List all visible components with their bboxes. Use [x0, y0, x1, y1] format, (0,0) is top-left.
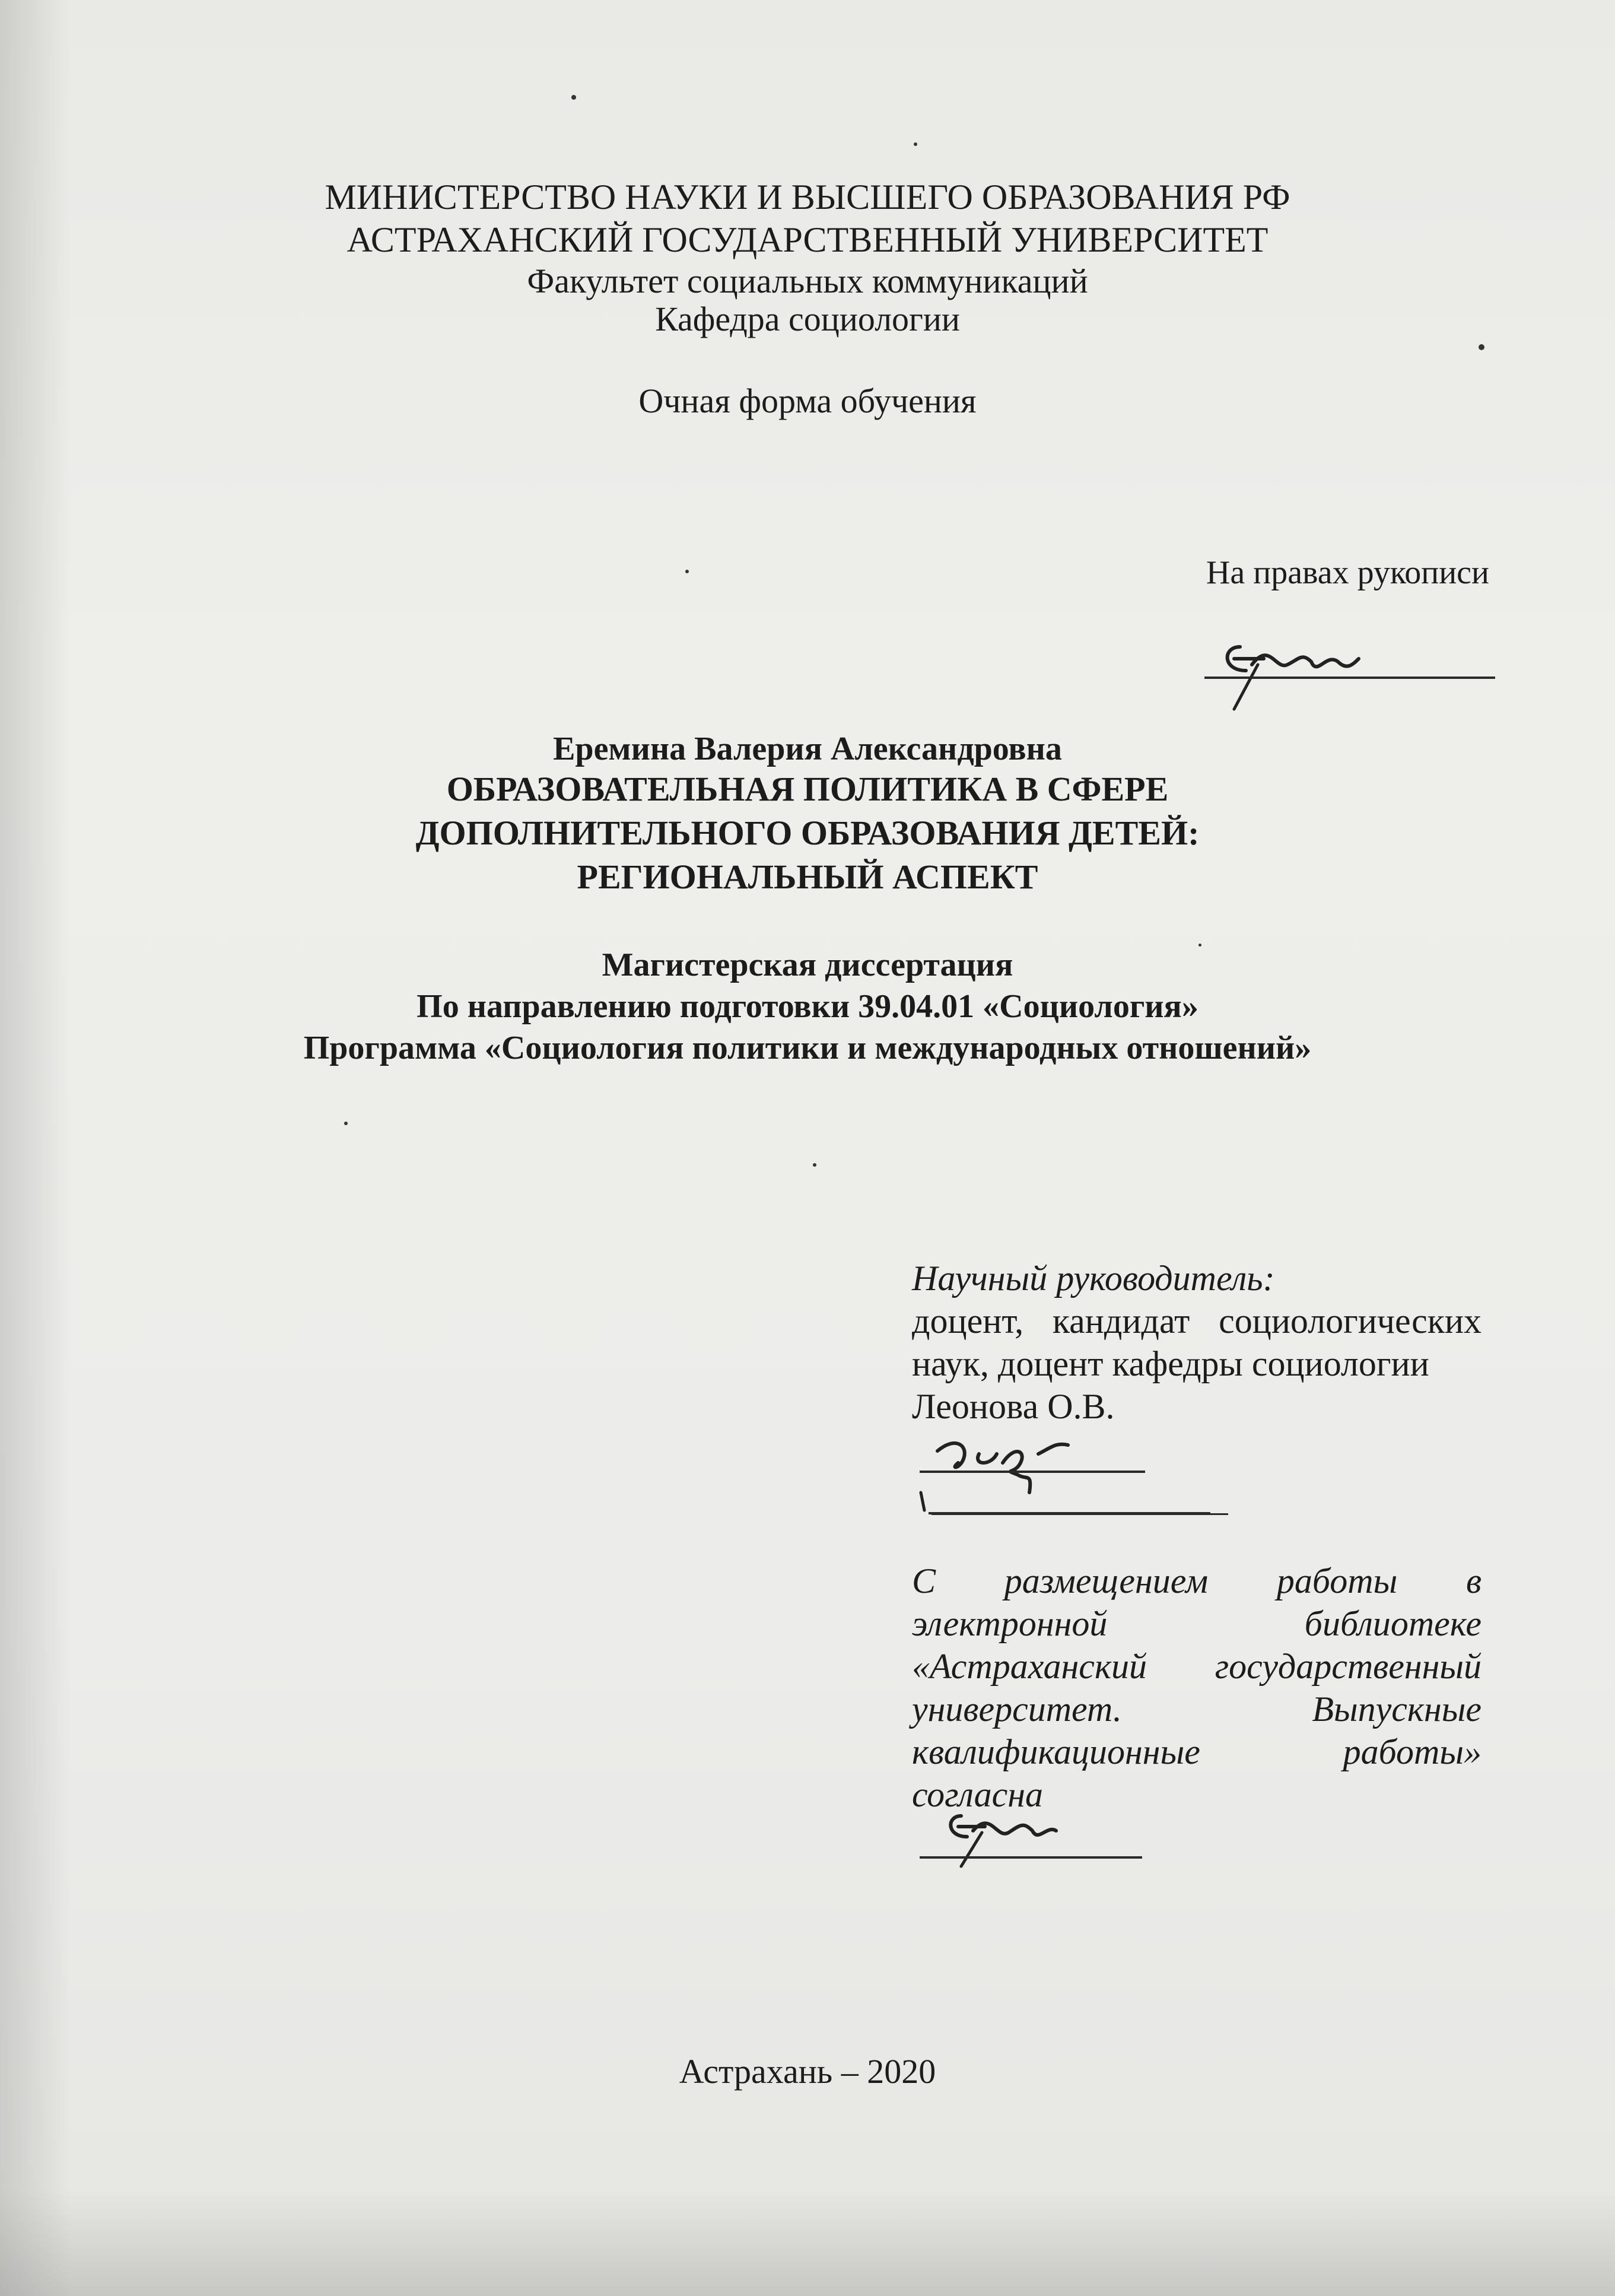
dust-speck — [344, 1122, 348, 1125]
title-line-2: ДОПОЛНИТЕЛЬНОГО ОБРАЗОВАНИЯ ДЕТЕЙ: — [415, 814, 1200, 852]
dust-speck — [571, 95, 576, 100]
city-year: Астрахань – 2020 — [679, 2052, 936, 2091]
supervisor-block — [912, 1257, 1482, 1428]
faculty-line: Факультет социальных коммуникаций — [527, 262, 1088, 300]
consent-signature — [914, 1798, 1151, 1872]
work-program: Программа «Социология политики и международных отношений» — [303, 1030, 1312, 1066]
consent-line-6: согласна — [912, 1775, 1044, 1814]
supervisor-line-2: наук, доцент кафедры социологии — [912, 1344, 1429, 1383]
study-form-line: Очная форма обучения — [638, 382, 977, 420]
work-type: Магистерская диссертация — [602, 947, 1013, 983]
consent-block — [912, 1560, 1482, 1816]
dust-speck — [685, 570, 689, 573]
rights-note: На правах рукописи — [1206, 554, 1489, 591]
supervisor-date-line — [932, 1513, 1228, 1515]
page-shadow-bottom — [0, 2189, 1615, 2296]
dust-speck — [1198, 944, 1201, 947]
title-line-3: РЕГИОНАЛЬНЫЙ АСПЕКТ — [577, 858, 1038, 896]
university-line: АСТРАХАНСКИЙ ГОСУДАРСТВЕННЫЙ УНИВЕРСИТЕТ — [346, 220, 1269, 259]
dust-speck — [813, 1163, 816, 1167]
author-name: Еремина Валерия Александровна — [553, 731, 1062, 767]
ministry-line: МИНИСТЕРСТВО НАУКИ И ВЫСШЕГО ОБРАЗОВАНИЯ РФ — [325, 177, 1290, 217]
consent-line-5: квалификационные работы» — [912, 1732, 1482, 1771]
supervisor-name: Леонова О.В. — [912, 1387, 1115, 1426]
consent-line-4: университет. Выпускные — [912, 1690, 1482, 1729]
dust-speck — [1479, 344, 1484, 350]
page-shadow-left — [0, 0, 71, 2296]
consent-line-1: С размещением работы в — [912, 1561, 1482, 1600]
dust-speck — [914, 142, 917, 146]
consent-line-2: электронной библиотеке — [912, 1604, 1482, 1643]
supervisor-heading: Научный руководитель: — [912, 1259, 1275, 1298]
author-signature — [1198, 629, 1501, 715]
consent-line-3: «Астраханский государственный — [912, 1647, 1482, 1686]
supervisor-line-1: доцент, кандидат социологических — [912, 1301, 1482, 1341]
work-direction: По направлению подготовки 39.04.01 «Социология» — [417, 988, 1198, 1025]
department-line: Кафедра социологии — [655, 300, 960, 338]
title-line-1: ОБРАЗОВАТЕЛЬНАЯ ПОЛИТИКА В СФЕРЕ — [446, 770, 1169, 808]
supervisor-signature — [914, 1421, 1210, 1543]
